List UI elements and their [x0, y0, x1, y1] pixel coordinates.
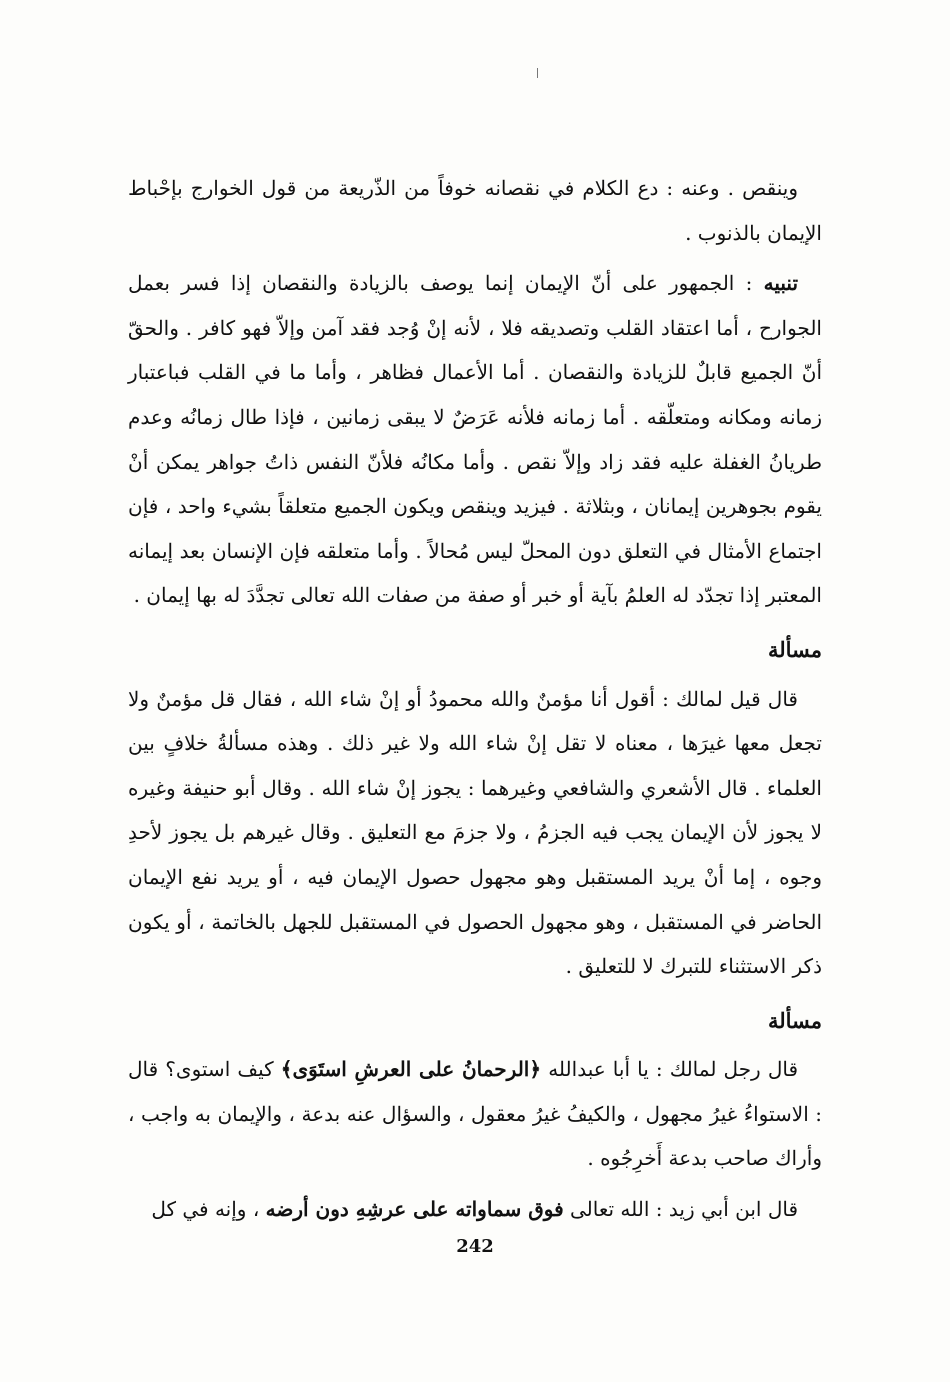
paragraph-text: قال ابن أبي زيد : الله تعالى — [570, 1197, 798, 1222]
page-number: 242 — [456, 1236, 494, 1257]
paragraph-text: قال قيل لمالك : أقول أنا مؤمنٌ والله محمودُ أو إنْ شاء الله ، فقال قل مؤمنٌ ولا تجعل معها غيرَها ، معناه لا تقل إنْ شاء الله ولا غير ذلك . وهذه مسألةُ خلافٍ بين العلماء . قال الأشعري والشافعي وغيرهما : يجوز إنْ شاء الله . وقال أبو حنيفة وغيره لا يجوز لأن الإيمان يجب فيه الجزمُ ، ولا جزمَ مع التعليق . وقال غيرهم بل يجوز لأحدِ وجوه ، إما أنْ يريد المستقبل وهو مجهول حصول الإيمان فيه ، أو يريد نفع الإيمان الحاضر في المستقبل ، وهو مجهول الحصول في المستقبل للجهل بالخاتمة ، أو يكون ذكر الاستثناء للتبرك لا للتعليق . — [128, 686, 822, 979]
page-body — [128, 166, 822, 1232]
bold-phrase: فوق سماواته على عرشِهِ دون أرضه — [265, 1197, 564, 1222]
paragraph-ibn-abi-zayd — [128, 1187, 822, 1232]
scan-mark — [537, 68, 538, 78]
paragraph-text: قال رجل لمالك : يا أبا عبدالله — [548, 1057, 799, 1082]
paragraph-continuation — [128, 166, 822, 255]
paragraph-issue-2 — [128, 1047, 822, 1181]
paragraph-text: ، وإنه في كل — [151, 1197, 260, 1222]
paragraph-text: كيف استوى؟ قال : الاستواءُ غيرُ مجهول ، والكيفُ غيرُ معقول ، والسؤال عنه بدعة ، والإيمان به واجب ، وأراك صاحب بدعة أَخرِجُوه . — [128, 1057, 822, 1171]
note-label: تنبيه — [763, 271, 799, 296]
section-heading: مسألة — [767, 636, 822, 662]
paragraph-text: : الجمهور على أنّ الإيمان إنما يوصف بالزيادة والنقصان إذا فسر بعمل الجوارح ، أما اعتقاد القلب وتصديقه فلا ، لأنه إنْ وُجد فقد آمن وإلاّ فهو كافر . والحقّ أنّ الجميع قابلٌ للزيادة والنقصان . أما الأعمال فظاهر ، وأما ما في القلب فباعتبار زمانه ومكانه ومتعلّقه . أما زمانه فلأنه عَرَضٌ لا يبقى زمانين ، فإذا طال زمانُه وعدم طريانُ الغفلة عليه فقد زاد وإلاّ نقص . وأما مكانُه فلأنّ النفس ذاتُ جواهر يمكن أنْ يقوم بجوهرين إيمانان ، وبثلاثة . فيزيد وينقص ويكون الجميع متعلقاً بشيء واحد ، فإن اجتماع الأمثال في التعلق دون المحلّ ليس مُحالاً . وأما متعلقه فإن الإنسان بعد إيمانه المعتبر إذا تجدّد له العلمُ بآية أو خبر أو صفة من صفات الله تعالى تجدَّدَ له بها إيمان . — [128, 271, 822, 608]
section-heading: مسألة — [767, 1007, 822, 1033]
paragraph-text: وينقص . وعنه : دع الكلام في نقصانه خوفاً من الذّريعة من قول الخوارج بإحْباط الإيمان بالذنوب . — [128, 176, 822, 245]
paragraph-note — [128, 261, 822, 618]
quran-quote: ﴿الرحمانُ على العرشِ استَوَى﴾ — [280, 1057, 542, 1082]
paragraph-issue-1 — [128, 677, 822, 989]
